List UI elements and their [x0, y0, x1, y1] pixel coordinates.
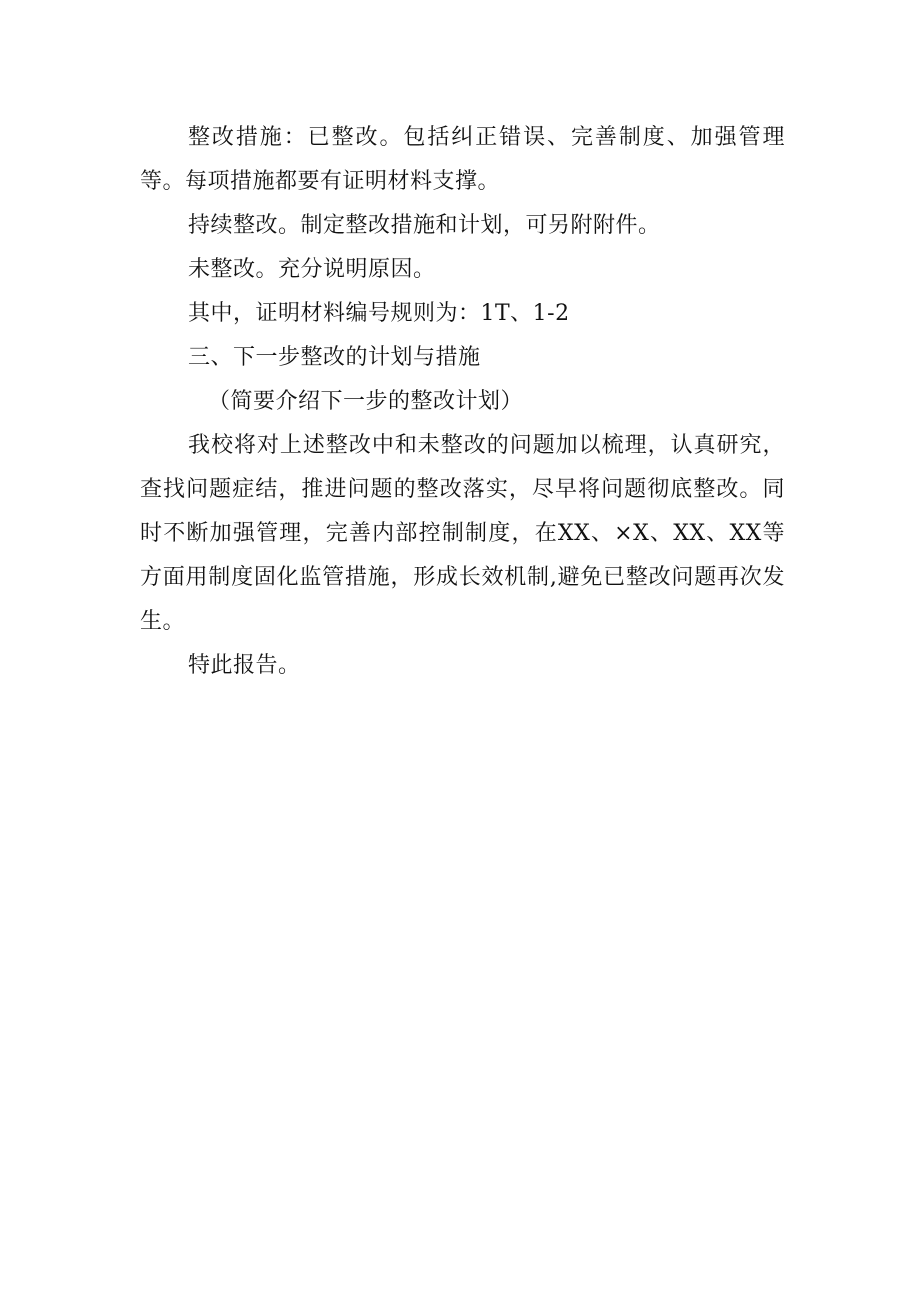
section-heading-next-steps: 三、下一步整改的计划与措施	[188, 345, 481, 370]
paragraph-closing: 特此报告。	[188, 653, 301, 678]
paragraph-numbering-rule: 其中，证明材料编号规则为：1T、1-2	[188, 301, 570, 326]
section-subheading-note: （简要介绍下一步的整改计划）	[208, 389, 524, 414]
document-body	[140, 116, 785, 688]
paragraph-measures: 整改措施：已整改。包括纠正错误、完善制度、加强管理等。每项措施都要有证明材料支撑。	[140, 125, 785, 194]
paragraph-continuous-rectification: 持续整改。制定整改措施和计划，可另附附件。	[188, 213, 661, 238]
paragraph-plan: 我校将对上述整改中和未整改的问题加以梳理，认真研究，查找问题症结，推进问题的整改落实，尽早将问题彻底整改。同时不断加强管理，完善内部控制制度，在XX、×X、XX、XX等方面用制度固化监管措施，形成长效机制,避免已整改问题再次发生。	[140, 433, 785, 634]
paragraph-not-rectified: 未整改。充分说明原因。	[188, 257, 436, 282]
